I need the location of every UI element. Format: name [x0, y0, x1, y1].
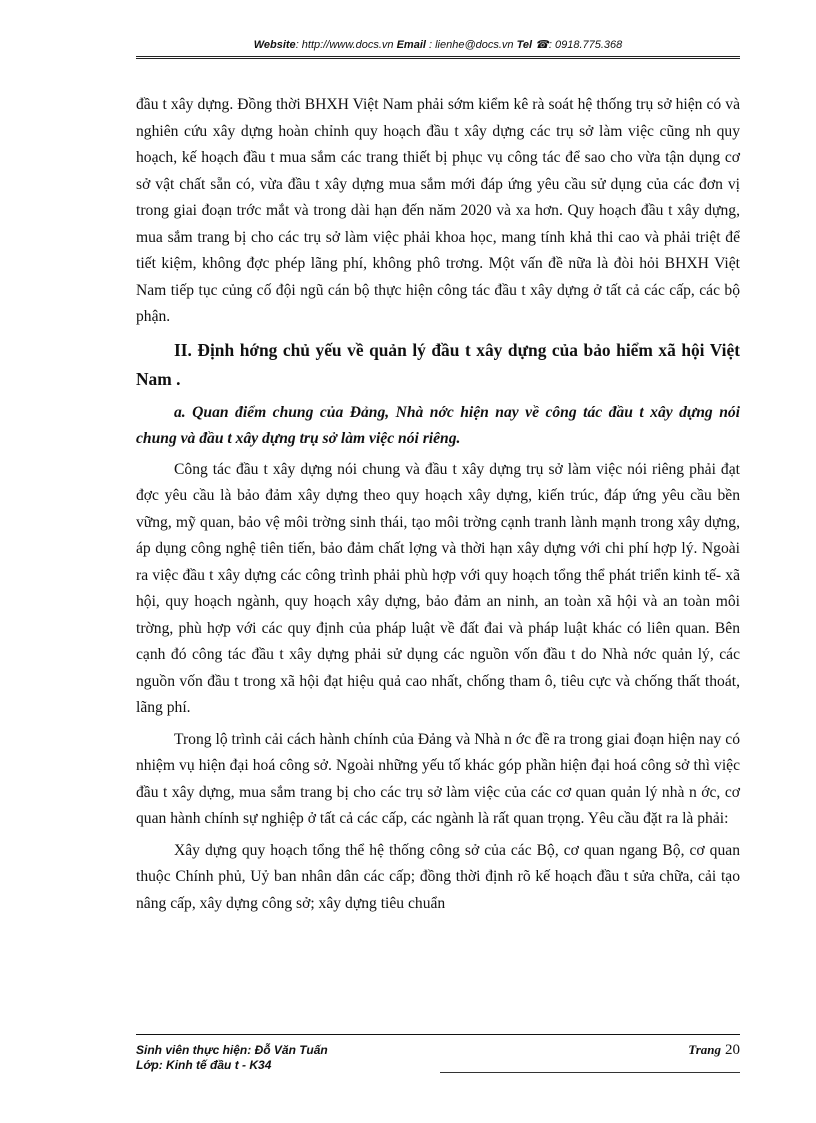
footer-class: Lớp: Kinh tế đầu t - K34 [136, 1058, 272, 1072]
page-number-block [688, 1042, 740, 1059]
paragraph-1: đầu t xây dựng. Đồng thời BHXH Việt Nam phải sớm kiểm kê rà soát hệ thống trụ sở hiện có và nghiên cứu xây dựng hoàn chỉnh quy hoạch đầu t xây dựng các trụ sở làm việc cũng nh quy hoạch, kế hoạch đầu t mua sắm các trang thiết bị phục vụ công tác để sao cho vừa tận dụng cơ sở vật chất sẵn có, vừa đầu t xây dựng mua sắm mới đáp ứng yêu cầu sử dụng của các đơn vị trong giai đoạn trớc mắt và trong dài hạn đến năm 2020 và xa hơn. Quy hoạch đầu t xây dựng, mua sắm trang bị cho các trụ sở làm việc phải khoa học, mang tính khả thi cao và phải triệt để tiết kiệm, không đợc phép lãng phí, không phô trơng. Một vấn đề nữa là đòi hỏi BHXH Việt Nam tiếp tục củng cố đội ngũ cán bộ thực hiện công tác đầu t xây dựng ở tất cả các cấp, các bộ phận. [136, 96, 740, 325]
email-label: Email [396, 39, 426, 51]
footer-decoration-line [440, 1072, 740, 1073]
email-value: : lienhe@docs.vn [429, 39, 514, 51]
page-header [136, 38, 740, 51]
tel-value: : 0918.775.368 [548, 39, 623, 51]
tel-label: Tel [516, 39, 533, 51]
footer-student: Sinh viên thực hiện: Đỗ Văn Tuấn [136, 1043, 328, 1057]
header-rule [136, 56, 740, 59]
document-body [136, 92, 740, 922]
phone-icon: ☎ [535, 39, 549, 51]
page-label: Trang [688, 1042, 721, 1057]
subsection-heading: a. Quan điểm chung của Đảng, Nhà nớc hiện nay về công tác đầu t xây dựng nói chung và đầu t xây dựng trụ sở làm việc nói riêng. [136, 403, 740, 447]
page-footer [136, 1043, 328, 1073]
footer-rule [136, 1034, 740, 1035]
paragraph-3: Trong lộ trình cải cách hành chính của Đảng và Nhà n ớc đề ra trong giai đoạn hiện nay có nhiệm vụ hiện đại hoá công sở. Ngoài những yếu tố khác góp phần hiện đại hoá công sở thì việc đầu t xây dựng, mua sắm trang bị cho các trụ sở làm việc của các cơ quan quản lý nhà n ớc, cơ quan hành chính sự nghiệp ở tất cả các cấp, các ngành là rất quan trọng. Yêu cầu đặt ra là phải: [136, 730, 740, 827]
paragraph-4: Xây dựng quy hoạch tổng thể hệ thống công sở của các Bộ, cơ quan ngang Bộ, cơ quan thuộc Chính phủ, Uỷ ban nhân dân các cấp; đồng thời định rõ kế hoạch đầu t sửa chữa, cải tạo nâng cấp, xây dựng công sở; xây dựng tiêu chuẩn [136, 841, 740, 912]
website-value: : http://www.docs.vn [295, 39, 394, 51]
paragraph-2: Công tác đầu t xây dựng nói chung và đầu t xây dựng trụ sở làm việc nói riêng phải đạt đợc yêu cầu là bảo đảm xây dựng theo quy hoạch xây dựng, kiến trúc, đáp ứng yêu cầu bền vững, mỹ quan, bảo vệ môi trờng sinh thái, tạo môi trờng cạnh tranh lành mạnh trong xây dựng, áp dụng công nghệ tiên tiến, bảo đảm chất lợng và thời hạn xây dựng với chi phí hợp lý. Ngoài ra việc đầu t xây dựng các công trình phải phù hợp với quy hoạch tổng thể phát triển kinh tế- xã hội, quy hoạch ngành, quy hoạch xây dựng, bảo đảm an ninh, an toàn xã hội và an toàn môi trờng, phù hợp với các quy định của pháp luật về đất đai và pháp luật khác có liên quan. Bên cạnh đó công tác đầu t xây dựng phải sử dụng các nguồn vốn đầu t do Nhà nớc quản lý, các nguồn vốn đầu t trong xã hội đạt hiệu quả cao nhất, chống tham ô, tiêu cực và chống thất thoát, lãng phí. [136, 460, 740, 716]
page-number: 20 [725, 1042, 740, 1058]
section-heading: II. Định hớng chủ yếu về quản lý đầu t xây dựng của bảo hiểm xã hội Việt Nam . [136, 339, 740, 389]
website-label: Website [253, 39, 296, 51]
